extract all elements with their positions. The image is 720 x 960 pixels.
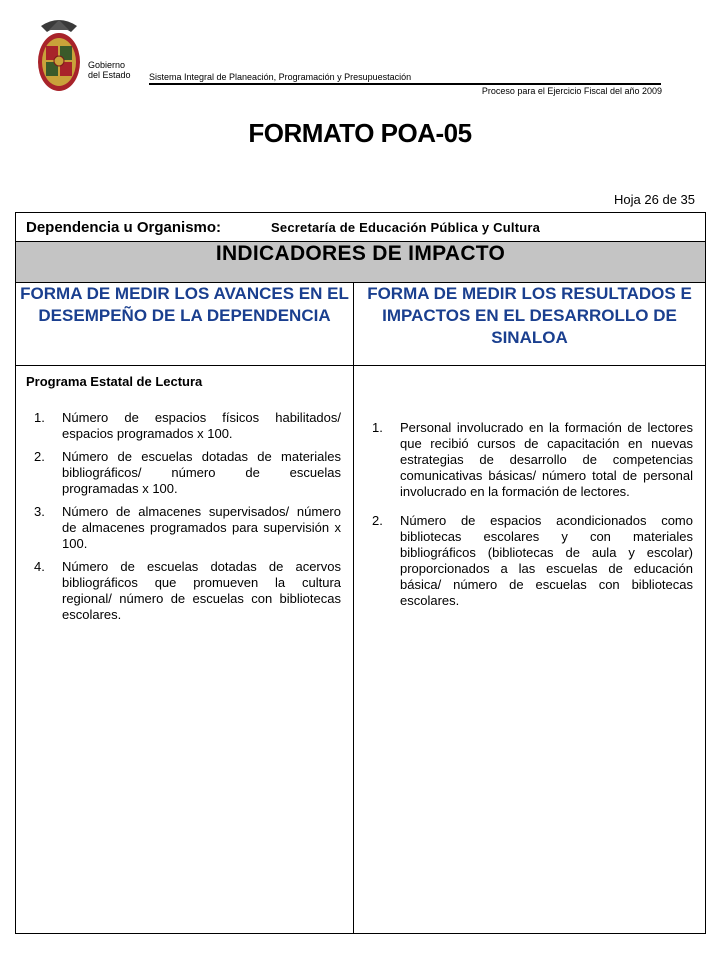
page-title: FORMATO POA-05 xyxy=(248,118,472,148)
indicators-table xyxy=(15,212,706,934)
impact-indicators-list xyxy=(364,420,697,609)
dependency-row xyxy=(16,213,706,242)
column-headers-row xyxy=(16,283,706,366)
state-seal-icon xyxy=(36,16,82,94)
list-item xyxy=(26,504,345,552)
item-text: Número de espacios acondicionados como bibliotecas escolares y con materiales bibliográficos (bibliotecas de aula y escolar) proporcionados a las escuelas de educación básica/ número de escuelas con bibliotecas escolares. xyxy=(400,513,693,608)
item-text: Número de escuelas dotadas de materiales bibliográficos/ número de escuelas programadas x 100. xyxy=(62,449,341,496)
list-item xyxy=(364,513,697,609)
section-header-row xyxy=(16,242,706,283)
left-column-header: FORMA DE MEDIR LOS AVANCES EN EL DESEMPEÑO DE LA DEPENDENCIA xyxy=(16,283,354,366)
left-content-cell xyxy=(16,366,354,934)
item-number: 2. xyxy=(372,513,383,528)
right-column-header: FORMA DE MEDIR LOS RESULTADOS E IMPACTOS EN EL DESARROLLO DE SINALOA xyxy=(354,283,706,366)
item-number: 4. xyxy=(34,559,45,574)
government-line-1: Gobierno xyxy=(88,60,126,70)
item-number: 2. xyxy=(34,449,45,464)
item-text: Número de almacenes supervisados/ número de almacenes programados para supervisión x 100. xyxy=(62,504,341,551)
item-text: Personal involucrado en la formación de lectores que recibió cursos de capacitación en nuevas estrategias de desarrollo de competencias comunicativas básicas/ número total de personal involucrado en la formación de lectores. xyxy=(400,420,693,499)
list-item xyxy=(26,410,345,442)
right-content-cell xyxy=(354,366,706,934)
header-divider xyxy=(149,83,661,85)
list-item xyxy=(364,420,697,500)
fiscal-process-label: Proceso para el Ejercicio Fiscal del año 2009 xyxy=(481,86,662,96)
program-name: Programa Estatal de Lectura xyxy=(26,374,203,389)
dependency-label: Dependencia u Organismo: xyxy=(26,218,222,236)
government-label xyxy=(88,60,131,80)
item-number: 1. xyxy=(34,410,45,425)
sheet-number: Hoja 26 de 35 xyxy=(614,192,695,207)
system-name: Sistema Integral de Planeación, Programación y Presupuestación xyxy=(149,72,412,82)
section-title: INDICADORES DE IMPACTO xyxy=(16,242,706,283)
government-line-2: del Estado xyxy=(88,70,131,80)
item-text: Número de escuelas dotadas de acervos bibliográficos que promueven la cultura regional/ número de escuelas con bibliotecas escolares. xyxy=(62,559,341,622)
dependency-value: Secretaría de Educación Pública y Cultura xyxy=(271,219,541,235)
list-item xyxy=(26,449,345,497)
item-number: 3. xyxy=(34,504,45,519)
performance-indicators-list xyxy=(26,410,345,623)
list-item xyxy=(26,559,345,623)
item-text: Número de espacios físicos habilitados/ espacios programados x 100. xyxy=(62,410,341,441)
content-row xyxy=(16,366,706,934)
item-number: 1. xyxy=(372,420,383,435)
